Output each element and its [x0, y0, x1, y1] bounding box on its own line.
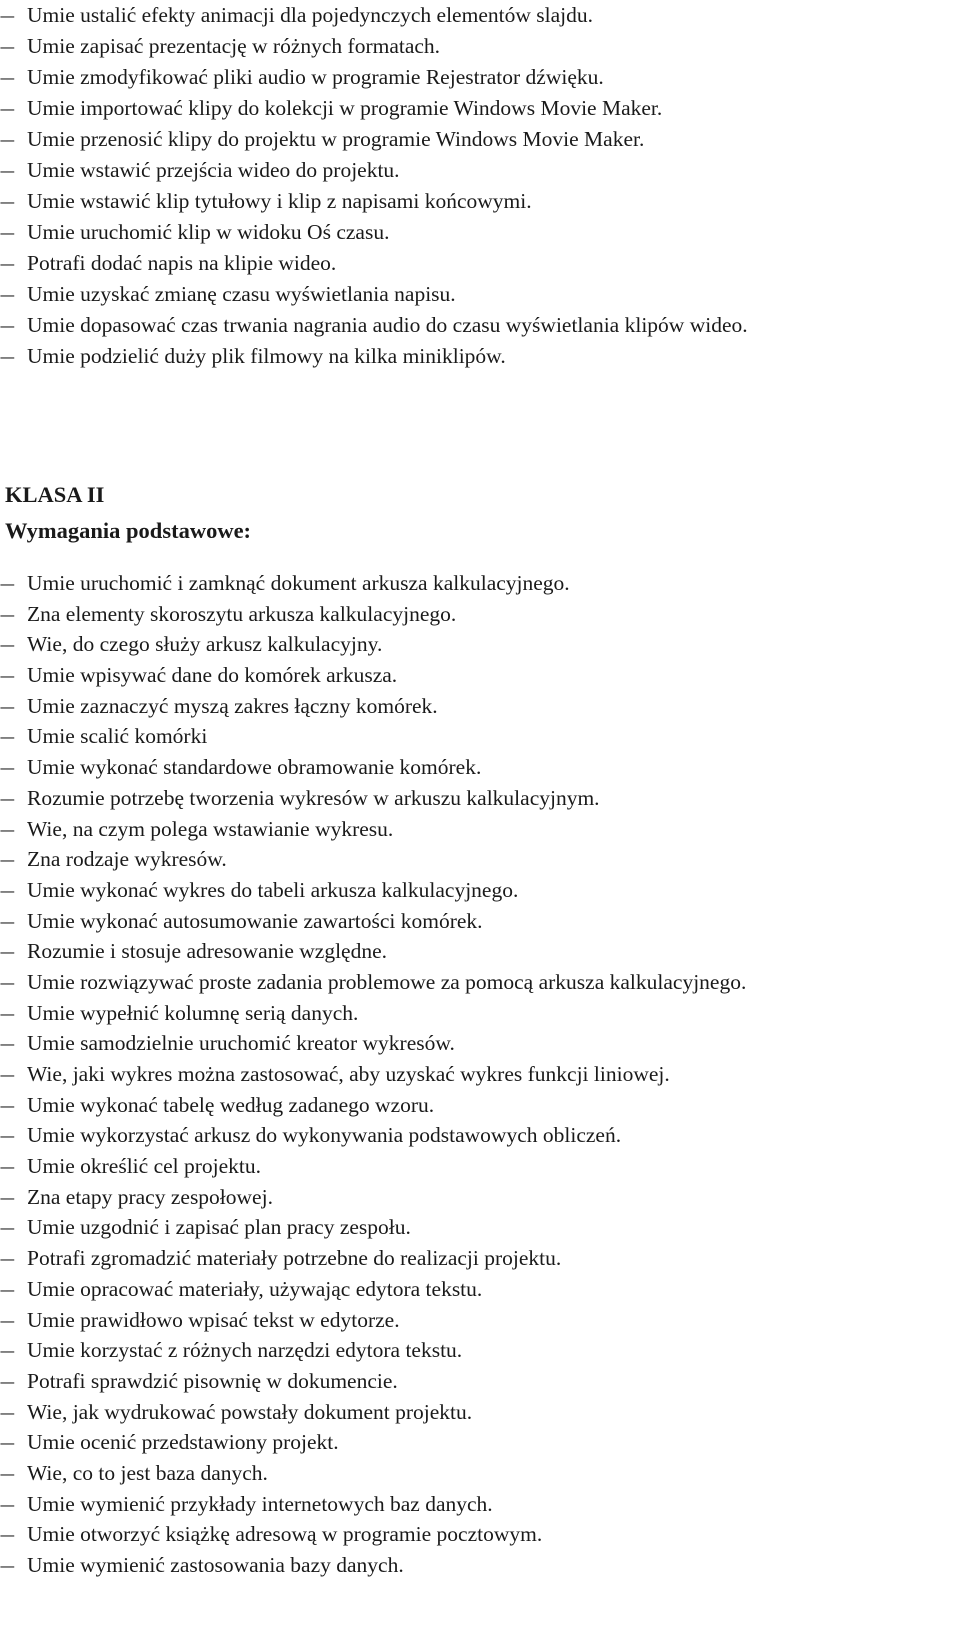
list-item: – Zna etapy pracy zespołowej.: [0, 1182, 746, 1213]
list-item: – Rozumie potrzebę tworzenia wykresów w arkuszu kalkulacyjnym.: [0, 783, 746, 814]
list-item: – Umie uzgodnić i zapisać plan pracy zespołu.: [0, 1212, 746, 1243]
class-heading: KLASA II: [5, 482, 105, 507]
list-item: – Umie zmodyfikować pliki audio w programie Rejestrator dźwięku.: [0, 62, 748, 93]
list-item: – Wie, na czym polega wstawianie wykresu.: [0, 814, 746, 845]
list-item: – Umie ocenić przedstawiony projekt.: [0, 1427, 746, 1458]
list-item: – Umie importować klipy do kolekcji w programie Windows Movie Maker.: [0, 93, 748, 124]
list-item: – Umie wykorzystać arkusz do wykonywania podstawowych obliczeń.: [0, 1120, 746, 1151]
list-item: – Umie określić cel projektu.: [0, 1151, 746, 1182]
list-item: – Potrafi sprawdzić pisownię w dokumencie.: [0, 1366, 746, 1397]
list-item: – Umie wstawić klip tytułowy i klip z napisami końcowymi.: [0, 186, 748, 217]
list-item: – Umie wymienić przykłady internetowych baz danych.: [0, 1489, 746, 1520]
list-item: – Umie wymienić zastosowania bazy danych.: [0, 1550, 746, 1581]
list-item: – Umie wypełnić kolumnę serią danych.: [0, 998, 746, 1029]
list-item: – Umie otworzyć książkę adresową w programie pocztowym.: [0, 1519, 746, 1550]
list-item: – Umie wykonać autosumowanie zawartości komórek.: [0, 906, 746, 937]
list-item: – Umie ustalić efekty animacji dla pojedynczych elementów slajdu.: [0, 0, 748, 31]
list-item: – Wie, co to jest baza danych.: [0, 1458, 746, 1489]
list-item: – Wie, jaki wykres można zastosować, aby uzyskać wykres funkcji liniowej.: [0, 1059, 746, 1090]
list-item: – Wie, jak wydrukować powstały dokument projektu.: [0, 1397, 746, 1428]
list-item: – Umie zapisać prezentację w różnych formatach.: [0, 31, 748, 62]
skills-list-previous-section: [0, 0, 748, 372]
list-item: – Rozumie i stosuje adresowanie względne.: [0, 936, 746, 967]
list-item: – Potrafi zgromadzić materiały potrzebne do realizacji projektu.: [0, 1243, 746, 1274]
list-item: – Umie prawidłowo wpisać tekst w edytorze.: [0, 1305, 746, 1336]
list-item: – Umie uzyskać zmianę czasu wyświetlania napisu.: [0, 279, 748, 310]
list-item: – Umie przenosić klipy do projektu w programie Windows Movie Maker.: [0, 124, 748, 155]
list-item: – Umie dopasować czas trwania nagrania audio do czasu wyświetlania klipów wideo.: [0, 310, 748, 341]
list-item: – Zna elementy skoroszytu arkusza kalkulacyjnego.: [0, 599, 746, 630]
list-item: – Zna rodzaje wykresów.: [0, 844, 746, 875]
list-item: – Umie wykonać standardowe obramowanie komórek.: [0, 752, 746, 783]
list-item: – Umie podzielić duży plik filmowy na kilka miniklipów.: [0, 341, 748, 372]
list-item: – Umie wstawić przejścia wideo do projektu.: [0, 155, 748, 186]
list-item: – Umie uruchomić klip w widoku Oś czasu.: [0, 217, 748, 248]
list-item: – Umie rozwiązywać proste zadania problemowe za pomocą arkusza kalkulacyjnego.: [0, 967, 746, 998]
list-item: – Umie wykonać wykres do tabeli arkusza kalkulacyjnego.: [0, 875, 746, 906]
list-item: – Umie uruchomić i zamknąć dokument arkusza kalkulacyjnego.: [0, 568, 746, 599]
list-item: – Umie wykonać tabelę według zadanego wzoru.: [0, 1090, 746, 1121]
list-item: – Umie scalić komórki: [0, 721, 746, 752]
list-item: – Umie zaznaczyć myszą zakres łączny komórek.: [0, 691, 746, 722]
requirements-heading: Wymagania podstawowe:: [5, 518, 252, 543]
list-item: – Umie opracować materiały, używając edytora tekstu.: [0, 1274, 746, 1305]
basic-requirements-list: [0, 568, 746, 1581]
list-item: – Potrafi dodać napis na klipie wideo.: [0, 248, 748, 279]
class-section-header: [5, 477, 251, 549]
list-item: – Umie samodzielnie uruchomić kreator wykresów.: [0, 1028, 746, 1059]
list-item: – Wie, do czego służy arkusz kalkulacyjny.: [0, 629, 746, 660]
list-item: – Umie korzystać z różnych narzędzi edytora tekstu.: [0, 1335, 746, 1366]
list-item: – Umie wpisywać dane do komórek arkusza.: [0, 660, 746, 691]
